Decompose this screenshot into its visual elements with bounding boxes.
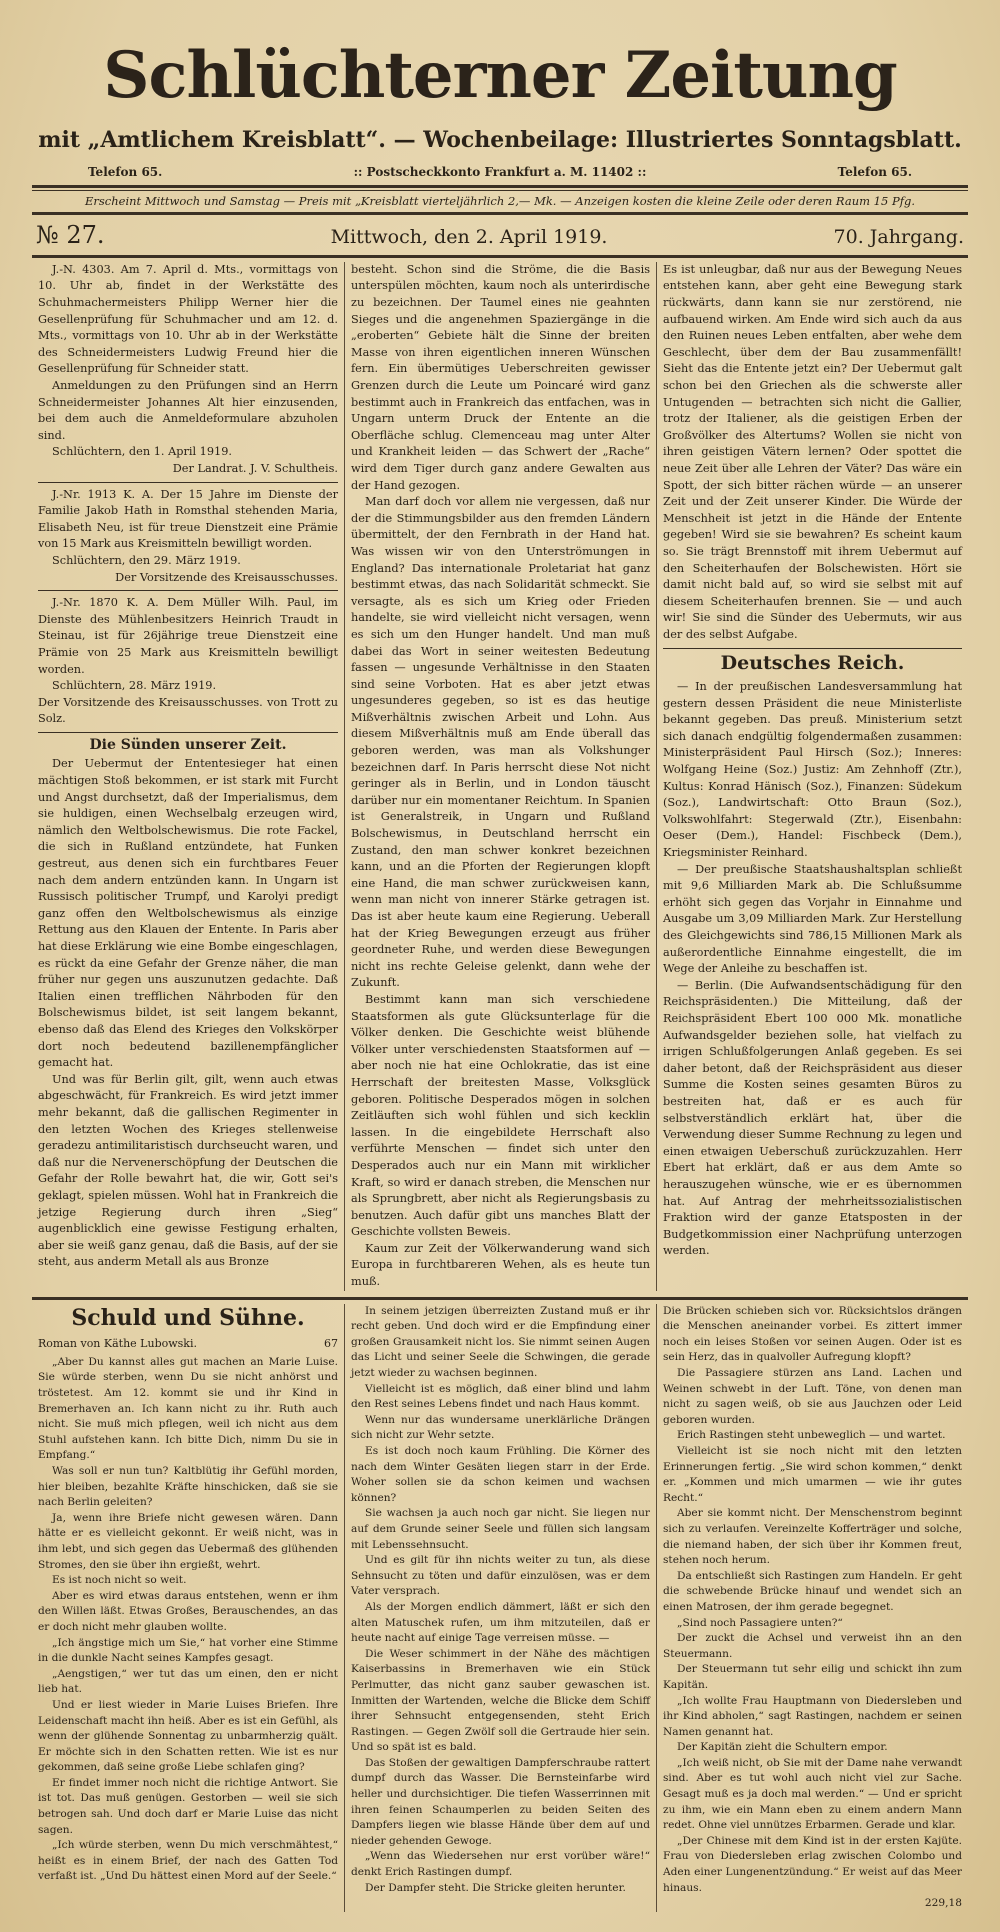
story-paragraph: Vielleicht ist es möglich, daß einer blind und lahm den Rest seines Lebens findet und nach Haus kommt. (351, 1382, 650, 1411)
masthead-title: Schlüchterner Zeitung (103, 38, 897, 113)
article-paragraph: Der Uebermut der Ententesieger hat einen mächtigen Stoß bekommen, er ist stark mit Furcht und Angst durchsetzt, daß der Imperialismus, dem sie huldigen, einen Wechselbalg erzeugen wird, nämlich den Weltbolschewismus. Die rote Fackel, die sich in Rußland entzündete, hat Funken gestreut, aus denen sich ein furchtbares Feuer nach dem andern entzünden kann. In Ungarn ist Russisch politischer Trumpf, und Karolyi predigt ganz offen den Weltbolschewismus als einzige Rettung aus den Klauen der Entente. In Paris aber hat diese Erklärung wie eine Bombe eingeschlagen, es rückt da eine Gefahr der Grenze näher, die man früher nur gegen uns auszunutzen gedachte. Daß Italien einen trefflichen Nährboden für den Bolschewismus bildet, ist seit langem bekannt, ebenso daß das Elend des Krieges den Volkskörper dort noch bedeutend bazillenempfänglicher gemacht hat. (38, 757, 338, 1070)
story-paragraph: Sie wachsen ja auch noch gar nicht. Sie liegen nur auf dem Grunde seiner Seele und füllen sich langsam mit Lebenssehnsucht. (351, 1507, 650, 1551)
news-item: — In der preußischen Landesversammlung hat gestern dessen Präsident die neue Ministerliste bekannt gegeben. Das preuß. Ministerium setzt sich danach endgültig folgendermaßen zusammen: Ministerpräsident Paul Hirsch (Soz.); Inneres: Wolfgang Heine (Soz.) Justiz: Am Zehnhoff (Ztr.), Kultus: Konrad Hänisch (Soz.), Finanzen: Südekum (Soz.), Landwirtschaft: Otto Braun (Soz.), Volkswohlfahrt: Stegerwald (Ztr.), Eisenbahn: Oeser (Dem.), Handel: Fischbeck (Dem.), Kriegsminister Reinhard. (663, 680, 962, 860)
story-paragraph: Der zuckt die Achsel und verweist ihn an den Steuermann. (663, 1632, 962, 1660)
installment-number: 67 (324, 1337, 338, 1351)
feuilleton-column-1 (32, 1304, 344, 1912)
divider (32, 185, 968, 188)
telefon-left: Telefon 65. (88, 164, 163, 179)
feuilleton-byline: Roman von Käthe Lubowski. (38, 1337, 197, 1351)
notice-text: J.-Nr. 1870 K. A. Dem Müller Wilh. Paul, im Dienste des Mühlenbesitzers Heinrich Traudt in Steinau, ist für 26jährige treue Dienstzeit eine Prämie von 25 Mark aus Kreismitteln bewilligt worden. (38, 596, 338, 676)
notice-text: Schlüchtern, 28. März 1919. (52, 679, 217, 693)
article-paragraph: Kaum zur Zeit der Völkerwanderung wand sich Europa in furchtbareren Wehen, als es heute tun muß. (351, 1241, 650, 1289)
story-paragraph: Es ist doch noch kaum Frühling. Die Körner des nach dem Winter Gesäten liegen starr in der Erde. Woher sollen sie da schon keimen und wachsen können? (351, 1445, 650, 1504)
column-3 (656, 262, 968, 1291)
story-paragraph: Die Brücken schieben sich vor. Rücksichtslos drängen die Menschen aneinander vorbei. Es zittert immer noch ein leises Stoßen vor seinen Augen. Oder ist es sein Herz, das in qualvoller Aufregung klopft? (663, 1304, 962, 1364)
notice-text: J.-N. 4303. Am 7. April d. Mts., vormittags von 10. Uhr ab, findet in der Werkstätte des Schuhmachermeisters Philipp Werner hier die Gesellenprüfung für Schuhmacher und am 12. d. Mts., vormittags von 10. Uhr ab in der Werkstätte des Schneidermeisters Ludwig Freund hier die Gesellenprüfung für Schneider statt. (38, 262, 338, 376)
story-paragraph: Das Stoßen der gewaltigen Dampferschraube rattert dumpf durch das Wasser. Die Bernsteinfarbe wird heller und durchsichtiger. Die tiefen Wasserrinnen mit ihren feinen Schaumperlen zu beiden Seiten des Dampfers liegen wie blasse Hände über dem auf und nieder gehenden Gewoge. (351, 1756, 650, 1847)
story-paragraph: Wenn nur das wundersame unerklärliche Drängen sich nicht zur Wehr setzte. (351, 1413, 650, 1442)
contact-line (32, 165, 968, 179)
story-paragraph: „Aber Du kannst alles gut machen an Marie Luise. Sie würde sterben, wenn Du sie nicht anhörst und tröstetest. Am 12. kommt sie und ihr Kind in Bremerhaven an. Ich kann nicht zu ihr. Ruth auch nicht. Sie muß mich pflegen, weil ich nicht aus dem Stuhl aufstehen kann. Ich bitte Dich, nimm Du sie in Empfang.“ (38, 1355, 338, 1462)
notice-signature: Der Landrat. J. V. Schultheis. (172, 461, 338, 475)
column-2 (344, 262, 656, 1291)
notice-signature: Der Vorsitzende des Kreisausschusses. (115, 570, 338, 584)
notice-text: Anmeldungen zu den Prüfungen sind an Herrn Schneidermeister Johannes Alt hier einzusenden, bei dem auch die Anmeldeformulare abzuholen sind. (38, 379, 338, 442)
news-item: — Der preußische Staatshaushaltsplan schließt mit 9,6 Milliarden Mark ab. Die Schlußsumme erhöht sich gegen das Vorjahr in Einnahme und Ausgabe um 3,09 Milliarden Mark. Zur Herstellung des Gleichgewichts sind 786,15 Millionen Mark als außerordentliche Einnahme eingestellt, die im Wege der Anleihe zu beschaffen ist. (663, 862, 962, 976)
story-paragraph: Die Weser schimmert in der Nähe des mächtigen Kaiserbassins in Bremerhaven wie ein Stück Perlmutter, das nicht ganz sauber gewaschen ist. Inmitten der Wartenden, welche die Blicke dem Schiff ihrer Sehnsucht entgegensenden, steht Erich Rastingen. — Gegen Zwölf soll die Gertraude hier sein. Und so spät ist es bald. (351, 1647, 650, 1754)
notice-signature: Der Vorsitzende des Kreisausschusses. von Trott zu Solz. (38, 695, 338, 726)
masthead-subtitle: mit „Amtlichem Kreisblatt“. — Wochenbeilage: Illustriertes Sonntagsblatt. (38, 127, 962, 153)
story-paragraph: „Wenn das Wiedersehen nur erst vorüber wäre!“ denkt Erich Rastingen dumpf. (351, 1850, 650, 1879)
story-paragraph: Der Steuermann tut sehr eilig und schickt ihn zum Kapitän. (663, 1663, 962, 1691)
story-paragraph: Was soll er nun tun? Kaltblütig ihr Gefühl morden, hier bleiben, bezahlte Kräfte hinschicken, daß sie sie nach Berlin geleiten? (38, 1465, 338, 1509)
column-1 (32, 262, 344, 1291)
story-paragraph: Aber es wird etwas daraus entstehen, wenn er ihm den Willen läßt. Etwas Großes, Berauschendes, an das er doch nicht mehr glauben wollte. (38, 1589, 338, 1633)
news-item: — Berlin. (Die Aufwandsentschädigung für den Reichspräsidenten.) Die Mitteilung, daß der Reichspräsident Ebert 100 000 Mk. monatliche Aufwandsgelder beziehen solle, hat vielfach zu irrigen Schlußfolgerungen Anlaß gegeben. Es sei daher betont, daß der Reichspräsident aus dieser Summe die Kosten seines gesamten Büros zu bestreiten hat, daß er es auch für selbstverständlich erklärt hat, über die Verwendung dieser Summe Rechnung zu legen und einen etwaigen Ueberschuß zurückzuzahlen. Herr Ebert hat erklärt, daß er aus dem Amte so herauszugehen wünsche, wie er es übernommen hat. Auf Antrag der mehrheitssozialistischen Fraktion wird der ganze Etatsposten in der Budgetkommission einer Nachprüfung unterzogen werden. (663, 978, 962, 1258)
article-paragraph: Man darf doch vor allem nie vergessen, daß nur der die Stimmungsbilder aus den fremden Ländern übermittelt, der den Fernbrath in der Hand hat. Was wissen wir von den Unterströmungen in England? Das internationale Proletariat hat ganz bestimmt etwas, das nach Solidarität schmeckt. Sie versagte, als es sich um Krieg oder Frieden handelte, sie wird vielleicht nicht versagen, wenn es sich um den Hunger handelt. Und man muß dabei das Wort in seiner weitesten Bedeutung fassen — ungesunde Verhältnisse in den Staaten sind seine Vorboten. Hat es aber jetzt etwas ungesunderes gegeben, so ist es das heutige Mißverhältnis zwischen Arbeit und Lohn. Aus diesem Mißverhältnis muß am Ende überall das geboren werden, was man als Volkshunger bezeichnen darf. In Paris herrscht diese Not nicht geringer als in Berlin, und in London täuscht darüber nur ein momentaner Reichtum. In Spanien ist Generalstreik, in Ungarn und Rußland Bolschewismus, in Deutschland herrscht ein Zustand, den man schwer konkret bezeichnen kann, und an die Pforten der Regierungen klopft eine Hand, die man schwer zurückweisen kann, wenn man nicht von innerer Stärke getragen ist. Das ist aber heute kaum eine Regierung. Ueberall hat der Krieg Bewegungen erzeugt aus früher geordneter Ruhe, und werden diese Bewegungen nicht ins rechte Geleise gelenkt, dann wehe der Zukunft. (351, 495, 650, 990)
story-paragraph: Erich Rastingen steht unbeweglich — und wartet. (677, 1429, 946, 1442)
article-paragraph: Und was für Berlin gilt, gilt, wenn auch etwas abgeschwächt, für Frankreich. Es wird jetzt immer mehr bekannt, daß die gallischen Regimenter in den letzten Wochen des Krieges stellenweise geradezu antimilitaristisch durchseucht waren, und daß nur die Nervenerschöpfung der Deutschen die Gefahr der Rolle bewahrt hat, die wir, Gott sei's geklagt, spielen müssen. Wohl hat in Frankreich die jetzige Regierung durch ihren „Sieg“ augenblicklich eine gewisse Festigung erhalten, aber sie weiß ganz genau, daß die Basis, auf der sie steht, aus anderm Metall als aus Bronze (38, 1072, 338, 1269)
feuilleton-column-3 (656, 1304, 968, 1912)
feuilleton-title: Schuld und Sühne. (71, 1304, 305, 1331)
story-paragraph: In seinem jetzigen überreizten Zustand muß er ihr recht geben. Und doch wird er die Empfindung einer großen Grausamkeit nicht los. Sie nimmt seinen Augen das Licht und seiner Seele die Schwingen, die gerade jetzt wieder zu wachsen beginnen. (351, 1304, 650, 1380)
divider (32, 255, 968, 258)
story-paragraph: „Der Chinese mit dem Kind ist in der ersten Kajüte. Frau von Diedersleben erlag zwischen Colombo und Aden einer Lungenentzündung.“ Er weist auf das Meer hinaus. (663, 1834, 962, 1894)
story-paragraph: Der Dampfer steht. Die Stricke gleiten herunter. (365, 1881, 626, 1894)
story-paragraph: „Ich ängstige mich um Sie,“ hat vorher eine Stimme in die dunkle Nacht seines Kampfes gesagt. (38, 1636, 338, 1665)
issue-date: Mittwoch, den 2. April 1919. (330, 225, 608, 248)
postscheck-account: :: Postscheckkonto Frankfurt a. M. 11402 :: (353, 164, 647, 179)
article-title: Die Sünden unserer Zeit. (89, 736, 287, 753)
story-paragraph: Der Kapitän zieht die Schultern empor. (677, 1741, 888, 1754)
section-title: Deutsches Reich. (720, 651, 905, 674)
story-paragraph: „Aengstigen,“ wer tut das um einen, den er nicht lieb hat. (38, 1667, 338, 1696)
story-paragraph: Ja, wenn ihre Briefe nicht gewesen wären. Dann hätte er es vielleicht gekonnt. Er weiß nicht, was in ihm lebt, und sich gegen das Uebermaß des glühenden Stromes, den sie über ihn ergießt, wehrt. (38, 1511, 338, 1571)
footnote-code: 229,18 (924, 1897, 962, 1910)
notice-text: Schlüchtern, den 1. April 1919. (52, 445, 233, 459)
story-paragraph: Als der Morgen endlich dämmert, läßt er sich den alten Matuschek rufen, um ihm mitzuteilen, daß er heute nacht auf einige Tage verreisen müsse. — (351, 1600, 650, 1645)
story-paragraph: Es ist noch nicht so weit. (52, 1574, 187, 1587)
feuilleton-columns (32, 1304, 968, 1912)
issue-number: № 27. (36, 220, 105, 249)
story-paragraph: Die Passagiere stürzen ans Land. Lachen und Weinen schwebt in der Luft. Töne, von denen man nicht zu sagen weiß, ob sie aus Jauchzen oder Leid geboren wurden. (663, 1367, 962, 1426)
publication-info: Erscheint Mittwoch und Samstag — Preis mit „Kreisblatt vierteljährlich 2,— Mk. — Anzeigen kosten die kleine Zeile oder deren Raum 15 Pfg. (85, 193, 915, 208)
notice-text: Schlüchtern, den 29. März 1919. (52, 553, 241, 567)
feuilleton-column-2 (344, 1304, 656, 1912)
story-paragraph: Und er liest wieder in Marie Luises Briefen. Ihre Leidenschaft macht ihn heiß. Aber es ist ein Gefühl, als wenn der glühende Sonnentag zu unbarmherzig quält. Er möchte sich in den Schatten retten. Wie ist es nur gekommen, daß seine große Liebe schlafen ging? (38, 1698, 338, 1774)
telefon-right: Telefon 65. (837, 164, 912, 179)
article-paragraph: besteht. Schon sind die Ströme, die die Basis unterspülen möchten, kaum noch als unterirdische zu bezeichnen. Der Taumel eines nie geahnten Sieges und die angenehmen Spaziergänge in die „eroberten“ Gebiete hält die Sinne der breiten Masse von ihren eigentlichen inneren Wünschen fern. Ein übermütiges Ueberschreiten gewisser Grenzen durch die Leute um Poincaré wird ganz bestimmt auch in Frankreich das entfachen, was in Ungarn unterm Druck der Entente an die Oberfläche schlug. Clemenceau mag unter Alter und Krankheit leiden — das Schwert der „Rache“ wird dem Tiger durch ganz andere Gewalten aus der Hand gezogen. (351, 262, 650, 492)
story-paragraph: „Sind noch Passagiere unten?“ (677, 1616, 843, 1629)
front-columns (32, 262, 968, 1291)
date-line (32, 215, 968, 255)
story-paragraph: Vielleicht ist sie noch nicht mit den letzten Erinnerungen fertig. „Sie wird schon kommen,“ denkt er. „Kommen und mich umarmen — wie ihr gutes Recht.“ (663, 1445, 962, 1504)
story-paragraph: Er findet immer noch nicht die richtige Antwort. Sie ist tot. Das muß genügen. Gestorben — weil sie sich betrogen sah. Und doch darf er Marie Luise das nicht sagen. (38, 1776, 338, 1836)
article-paragraph: Es ist unleugbar, daß nur aus der Bewegung Neues entstehen kann, aber geht eine Bewegung stark rückwärts, dann kann sie nur zerstörend, nie aufbauend wirken. Am Ende wird sich auch da aus den Ruinen neues Leben entfalten, aber wehe dem Geschlecht, über dem der Bau zusammenfällt! Sieht das die Entente jetzt ein? Der Uebermut galt schon bei den Griechen als die schwerste aller Untugenden — betrachten sich nicht die Gallier, trotz der Italiener, als die geistigen Erben der Großvölker des Altertums? Wollen sie nicht von ihren geistigen Vätern lernen? Oder spottet die neue Zeit über alle Lehren der Väter? Das wäre ein Spott, der sich bitter rächen würde — an unserer Zeit und der Zeit unserer Kinder. Die Würde der Menschheit ist jetzt in die Hände der Entente gegeben! Wird sie sie bewahren? Es scheint kaum so. Sie trägt Brennstoff mit ihrem Uebermut auf den Scheiterhaufen der Bolschewisten. Hört sie damit nicht bald auf, so wird sie selbst mit auf diesem Scheiterhaufen brennen. Sie — und auch wir! Sie sind die Sünder des Uebermuts, wir aus der des selbst Aufgabe. (663, 262, 962, 641)
story-paragraph: Und es gilt für ihn nichts weiter zu tun, als diese Sehnsucht zu töten und dafür einzulösen, was er dem Vater versprach. (351, 1554, 650, 1598)
story-paragraph: „Ich würde sterben, wenn Du mich verschmähtest,“ heißt es in einem Brief, der nach des Gatten Tod verfaßt ist. „Und Du hättest einen Mord auf der Seele.“ (38, 1839, 338, 1883)
story-paragraph: Da entschließt sich Rastingen zum Handeln. Er geht die schwebende Brücke hinauf und wendet sich an einen Matrosen, der ihm gerade begegnet. (663, 1569, 962, 1613)
story-paragraph: „Ich wollte Frau Hauptmann von Diedersleben und ihr Kind abholen,“ sagt Rastingen, nachdem er seinen Namen genannt hat. (663, 1694, 962, 1738)
volume: 70. Jahrgang. (833, 225, 964, 248)
divider (32, 1297, 968, 1300)
article-paragraph: Bestimmt kann man sich verschiedene Staatsformen als gute Glücksunterlage für die Völker denken. Die Geschichte weist blühende Völker unter verschiedensten Staatsformen auf — aber noch nie hat eine Ochlokratie, das ist eine Herrschaft der breitesten Masse, Volksglück geboren. Politische Desperados mögen in solchen Zeitläuften sich wohl fühlen und sich kecklin lassen. In die eingebildete Herrschaft also verführte Menschen — findet sich unter den Desperados auch nur ein Mann mit wirklicher Kraft, so wird er danach streben, die Menschen nur als Sprungbrett, aber nicht als Regierungsbasis zu benutzen. Auch dafür gibt uns manches Blatt der Geschichte vollsten Beweis. (351, 992, 650, 1239)
story-paragraph: „Ich weiß nicht, ob Sie mit der Dame nahe verwandt sind. Aber es tut wohl auch nicht viel zur Sache. Gesagt muß es ja doch mal werden.“ — Und er spricht zu ihm, wie ein Mann eben zu einem andern Mann redet. Ohne viel unnützes Erbarmen. Gerade und klar. (663, 1756, 962, 1832)
notice-text: J.-Nr. 1913 K. A. Der 15 Jahre im Dienste der Familie Jakob Hath in Romsthal stehenden Maria, Elisabeth Neu, ist für treue Dienstzeit eine Prämie von 15 Mark aus Kreismitteln bewilligt worden. (38, 487, 338, 551)
story-paragraph: Aber sie kommt nicht. Der Menschenstrom beginnt sich zu verlaufen. Vereinzelte Kofferträger und solche, die niemand haben, der sich über ihr Kommen freut, stehen noch herum. (663, 1507, 962, 1567)
